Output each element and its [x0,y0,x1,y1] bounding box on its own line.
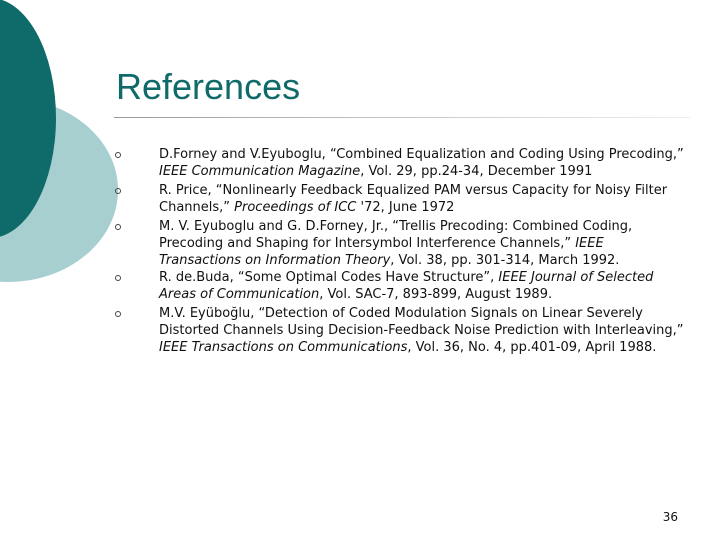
reference-item [114,183,684,216]
reference-details: , Vol. 36, No. 4, pp.401-09, April 1988. [407,339,657,355]
reference-text: R. Price, “Nonlinearly Feedback Equalized PAM versus Capacity for Noisy Filter Channels,” [159,183,668,215]
page-number: 36 [662,510,678,524]
reference-text: D.Forney and V.Eyuboglu, “Combined Equalization and Coding Using Precoding,” [159,147,684,162]
reference-details: , Vol. SAC-7, 893-899, August 1989. [319,286,553,302]
reference-text: R. de.Buda, “Some Optimal Codes Have Structure”, [159,270,499,286]
reference-details: , Vol. 38, pp. 301-314, March 1992. [390,252,620,268]
reference-text: M. V. Eyuboglu and G. D.Forney, Jr., “Trellis Precoding: Combined Coding, Precoding and Shaping for Intersymbol Interference Channels,” [159,219,633,251]
reference-journal: Proceedings of ICC [234,199,357,215]
reference-list [114,147,684,356]
bullet-icon [115,224,121,230]
reference-item [114,270,684,303]
reference-journal: IEEE Transactions on Information Theory [159,235,604,268]
title-divider [114,117,690,118]
reference-details: , Vol. 29, pp.24-34, December 1991 [360,163,593,179]
reference-item [114,147,684,180]
reference-journal: IEEE Communication Magazine [159,163,361,179]
bullet-icon [115,188,121,194]
bullet-icon [115,152,121,158]
reference-journal: IEEE Journal of Selected Areas of Communication [159,270,654,302]
decorative-circles [0,0,130,300]
reference-details: '72, June 1972 [356,199,455,215]
slide-decoration [0,0,130,300]
reference-item [114,306,684,356]
reference-journal: IEEE Transactions on Communications [159,339,408,355]
slide-title: References [116,66,301,107]
bullet-icon [115,275,121,281]
bullet-icon [115,311,121,317]
reference-item [114,219,684,269]
reference-text: M.V. Eyüboğlu, “Detection of Coded Modulation Signals on Linear Severely Distorted Channels Using Decision-Feedback Noise Prediction with Interleaving,” [159,306,684,338]
